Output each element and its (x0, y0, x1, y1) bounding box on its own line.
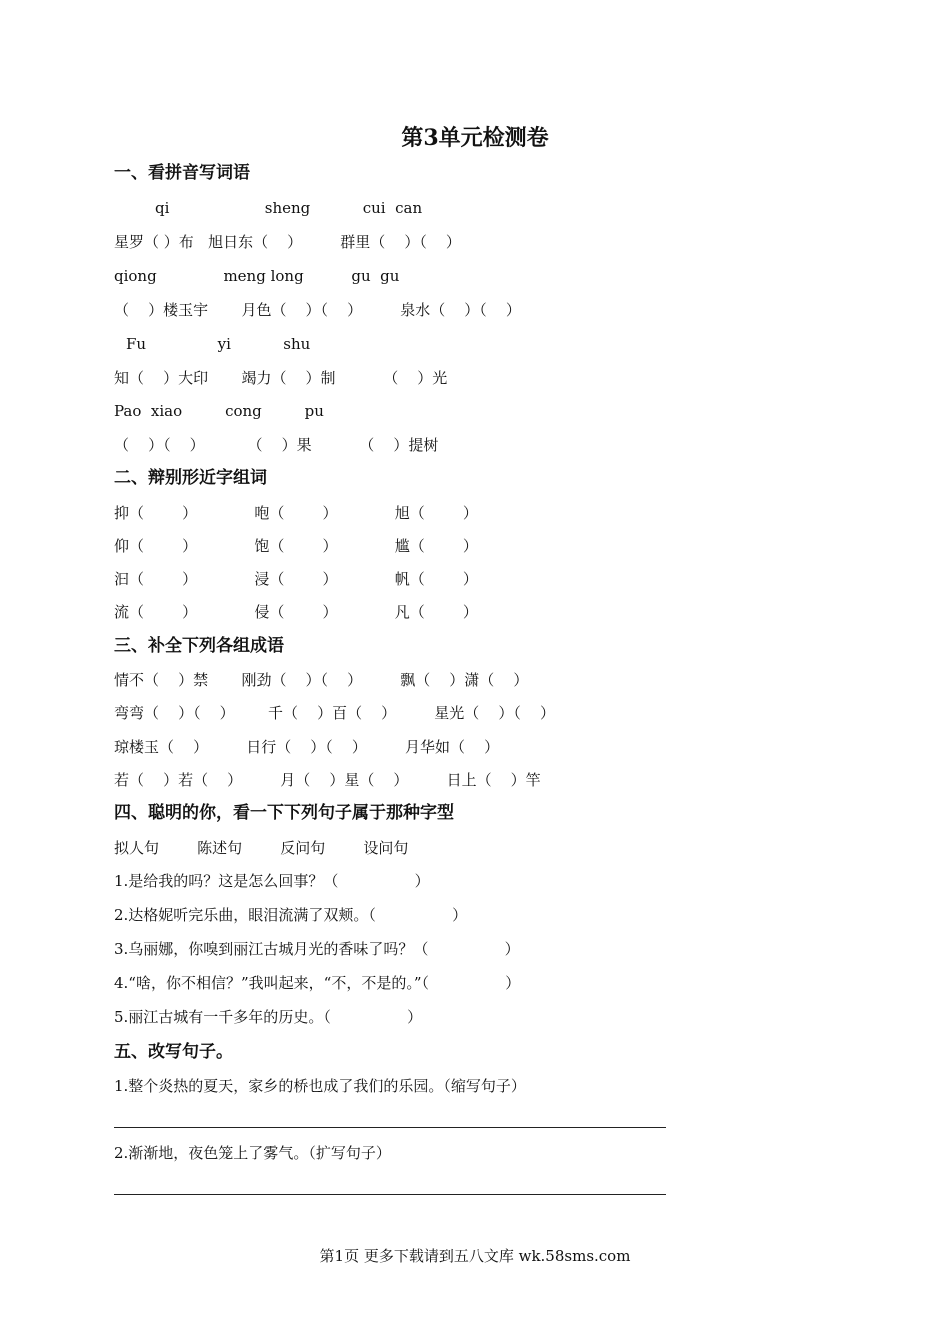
page-footer: 第1页 更多下载请到五八文库 wk.58sms.com (319, 1247, 631, 1265)
section-3-heading: 三、补全下列各组成语 (114, 636, 284, 656)
section-4-heading: 四、聪明的你，看一下下列句子属于那种字型 (114, 803, 454, 823)
sentence-item: 3.乌丽娜，你嗅到丽江古城月光的香味了吗？（ ） (114, 940, 520, 958)
rewrite-question-1: 1.整个炎热的夏天，家乡的桥也成了我们的乐园。（缩写句子） (114, 1077, 526, 1095)
idiom-row: 弯弯（ ）（ ） 千（ ）百（ ） 星光（ ）（ ） (114, 704, 555, 722)
section-1-heading: 一、看拼音写词语 (114, 163, 250, 183)
similar-char-row: 汩（ ） 浸（ ） 帆（ ） (114, 570, 478, 588)
similar-char-row: 流（ ） 侵（ ） 凡（ ） (114, 603, 478, 621)
section-2-heading: 二、辩别形近字组词 (114, 468, 267, 488)
sentence-item: 5.丽江古城有一千多年的历史。（ ） (114, 1008, 423, 1026)
idiom-row: 琼楼玉（ ） 日行（ ）（ ） 月华如（ ） (114, 738, 500, 756)
section-5-heading: 五、改写句子。 (114, 1042, 233, 1062)
sentence-types: 拟人句 陈述句 反问句 设问句 (114, 839, 409, 857)
word-line-3: 知（ ）大印 竭力（ ）制 （ ）光 (114, 369, 448, 387)
sentence-item: 1.是给我的吗？这是怎么回事？（ ） (114, 872, 430, 890)
sentence-item: 4.“啥，你不相信？”我叫起来，“不，不是的。”（ ） (114, 974, 521, 992)
pinyin-line-2: qiong meng long gu gu (114, 267, 400, 285)
pinyin-line-4: Pao xiao cong pu (114, 402, 324, 420)
rewrite-question-2: 2.渐渐地，夜色笼上了雾气。（扩写句子） (114, 1144, 391, 1162)
answer-line-2 (114, 1194, 666, 1195)
idiom-row: 若（ ）若（ ） 月（ ）星（ ） 日上（ ）竿 (114, 771, 541, 789)
word-line-2: （ ）楼玉宇 月色（ ）（ ） 泉水（ ）（ ） (114, 301, 521, 319)
pinyin-line-1: qi sheng cui can (155, 199, 423, 217)
similar-char-row: 仰（ ） 饱（ ） 尴（ ） (114, 537, 478, 555)
sentence-item: 2.达格妮听完乐曲，眼泪流满了双颊。（ ） (114, 906, 468, 924)
idiom-row: 情不（ ）禁 刚劲（ ）（ ） 飘（ ）潇（ ） (114, 671, 529, 689)
pinyin-line-3: Fu yi shu (126, 335, 311, 353)
answer-line-1 (114, 1127, 666, 1128)
word-line-4: （ ）（ ） （ ）果 （ ）提树 (114, 436, 439, 454)
word-line-1: 星罗（ ）布 旭日东（ ） 群里（ ）（ ） (114, 233, 461, 251)
page-title: 第3单元检测卷 (401, 125, 549, 151)
similar-char-row: 抑（ ） 咆（ ） 旭（ ） (114, 504, 478, 522)
